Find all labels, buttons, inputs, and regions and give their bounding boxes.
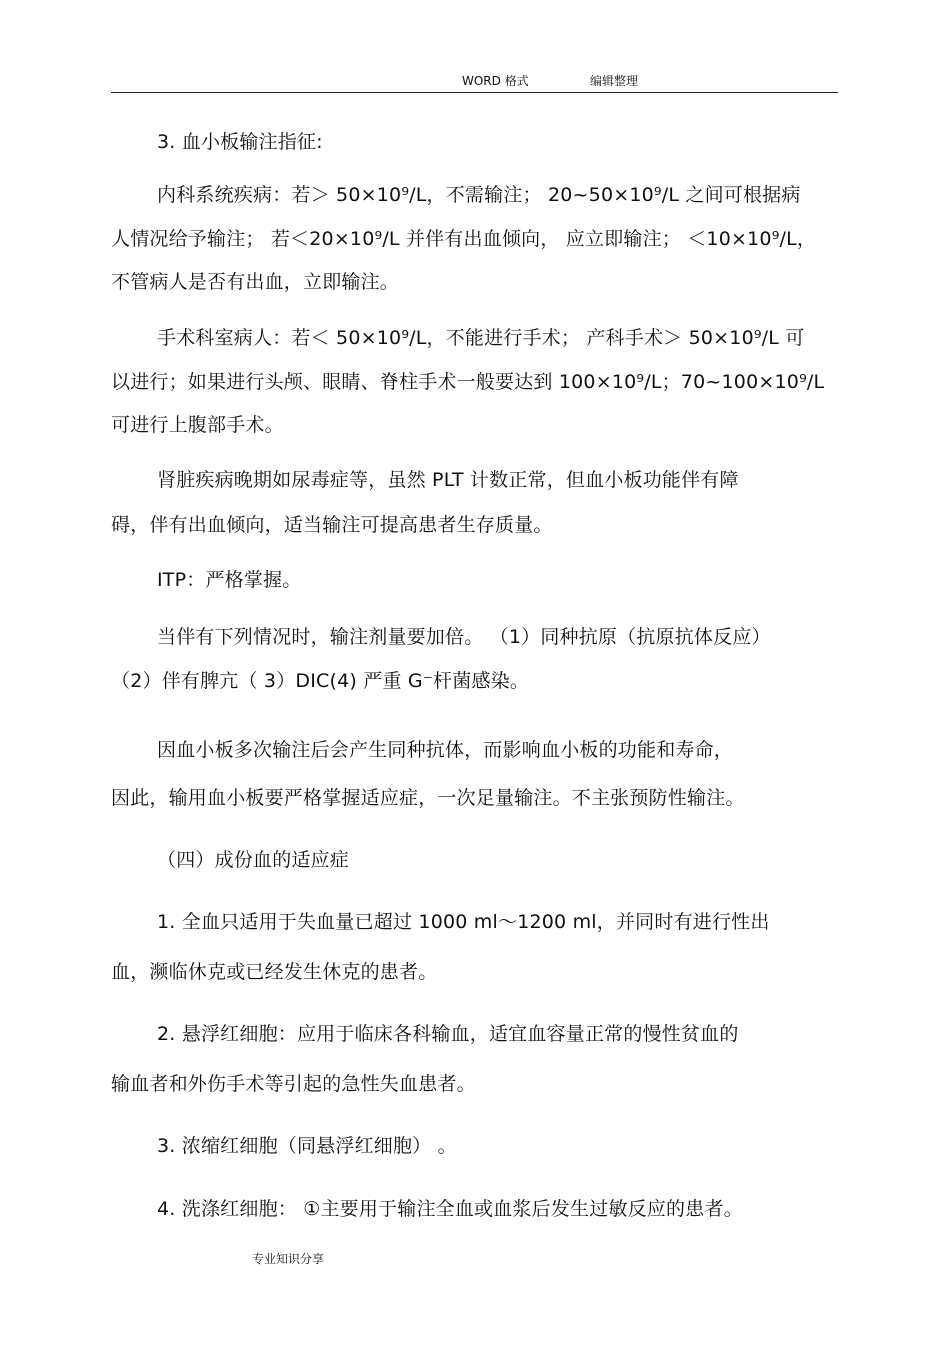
section-heading: （四）成份血的适应症 [157,849,350,871]
text-line: 血，濒临休克或已经发生休克的患者。 [111,961,438,983]
text-line: 可进行上腹部手术。 [111,414,284,436]
text-line: 3. 浓缩红细胞（同悬浮红细胞） 。 [157,1135,457,1157]
text-line: 碍，伴有出血倾向，适当输注可提高患者生存质量。 [111,514,553,536]
text-line: 输血者和外伤手术等引起的急性失血患者。 [111,1073,476,1095]
text-line: 人情况给予输注； 若＜20×10⁹/L 并伴有出血倾向， 应立即输注； ＜10×10⁹/L， [111,228,817,250]
text-line: 当伴有下列情况时，输注剂量要加倍。 （1）同种抗原（抗原抗体反应） [157,626,771,648]
page-footer: 专业知识分享 [252,1252,325,1266]
header-edit-label: 编辑整理 [590,74,639,88]
text-line: 3. 血小板输注指征: [157,131,323,153]
header-format-label: WORD 格式 [462,74,529,88]
text-line: 肾脏疾病晚期如尿毒症等，虽然 PLT 计数正常，但血小板功能伴有障 [157,469,739,491]
text-line: 内科系统疾病：若＞ 50×10⁹/L，不需输注； 20~50×10⁹/L 之间可根据病 [157,184,801,206]
text-line: 以进行；如果进行头颅、眼睛、脊柱手术一般要达到 100×10⁹/L；70~100×10⁹/L [111,371,825,393]
text-line: 因此，输用血小板要严格掌握适应症，一次足量输注。不主张预防性输注。 [111,787,745,809]
text-line: ITP：严格掌握。 [157,569,302,591]
text-line: 因血小板多次输注后会产生同种抗体，而影响血小板的功能和寿命， [157,739,734,761]
text-line: （2）伴有脾亢（ 3）DIC(4) 严重 G⁻杆菌感染。 [111,670,530,692]
text-line: 手术科室病人：若＜ 50×10⁹/L，不能进行手术； 产科手术＞ 50×10⁹/L 可 [157,327,805,349]
text-line: 1. 全血只适用于失血量已超过 1000 ml～1200 ml，并同时有进行性出 [157,911,770,933]
text-line: 2. 悬浮红细胞：应用于临床各科输血，适宜血容量正常的慢性贫血的 [157,1023,739,1045]
text-line: 4. 洗涤红细胞： ①主要用于输注全血或血浆后发生过敏反应的患者。 [157,1198,743,1220]
text-line: 不管病人是否有出血，立即输注。 [111,271,400,293]
page-header [111,68,838,93]
